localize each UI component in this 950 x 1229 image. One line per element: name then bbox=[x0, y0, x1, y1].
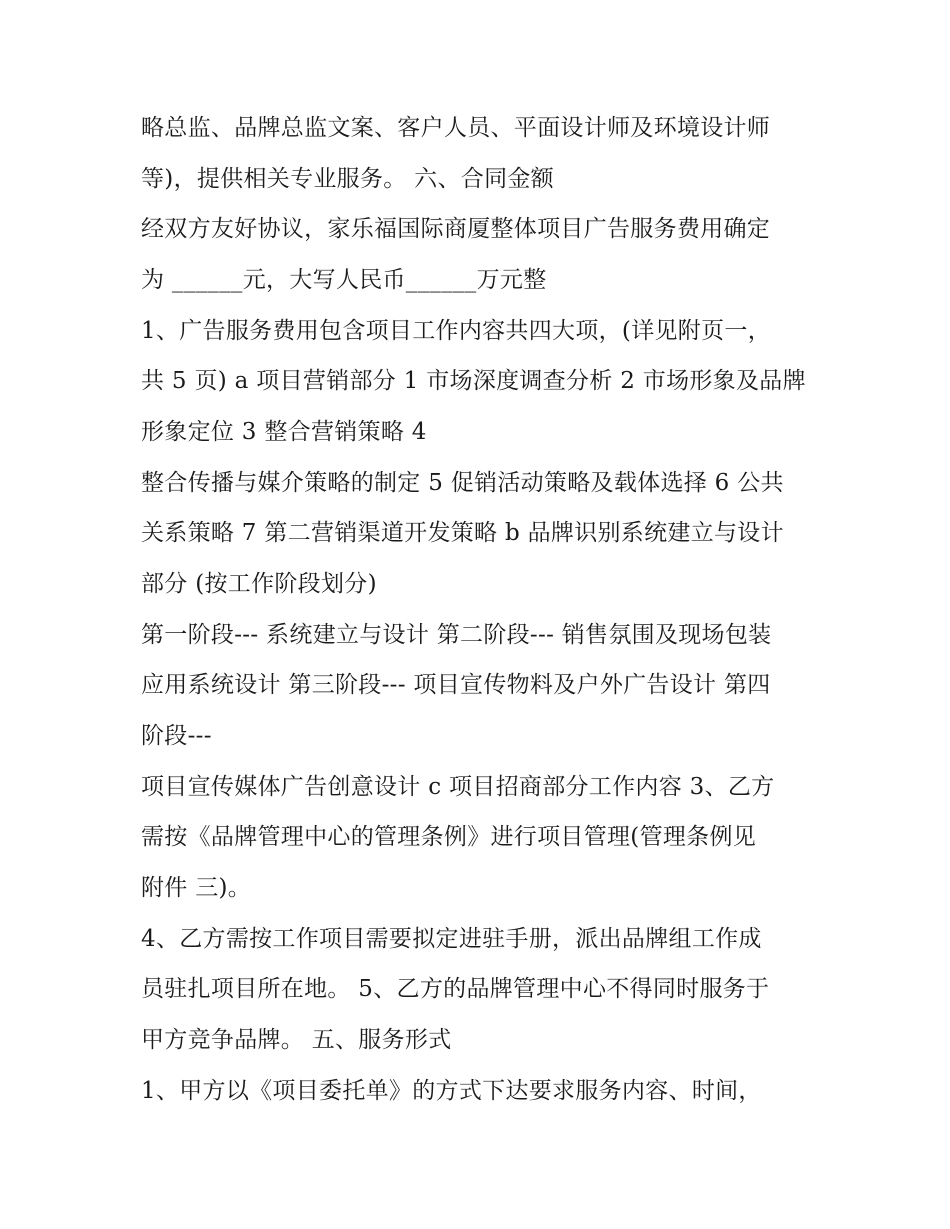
text-line: 部分 (按工作阶段划分) bbox=[141, 571, 377, 597]
text-line: 形象定位 3 整合营销策略 4 bbox=[141, 419, 427, 445]
text-line: 需按《品牌管理中心的管理条例》进行项目管理(管理条例见 bbox=[141, 824, 757, 850]
text-line: 关系策略 7 第二营销渠道开发策略 b 品牌识别系统建立与设计 bbox=[141, 520, 784, 546]
text-line: 1、甲方以《项目委托单》的方式下达要求服务内容、时间， bbox=[141, 1078, 762, 1104]
text-line: 等)，提供相关专业服务。 六、合同金额 bbox=[141, 166, 554, 192]
text-line: 1、广告服务费用包含项目工作内容共四大项，(详见附页一， bbox=[141, 318, 772, 344]
text-line: 略总监、品牌总监文案、客户人员、平面设计师及环境设计师 bbox=[141, 115, 771, 141]
text-line: 经双方友好协议，家乐福国际商厦整体项目广告服务费用确定 bbox=[141, 216, 771, 242]
text-line: 整合传播与媒介策略的制定 5 促销活动策略及载体选择 6 公共 bbox=[141, 470, 784, 496]
text-line: 共 5 页) a 项目营销部分 1 市场深度调查分析 2 市场形象及品牌 bbox=[141, 368, 806, 394]
text-line: 项目宣传媒体广告创意设计 c 项目招商部分工作内容 3、乙方 bbox=[141, 774, 775, 800]
text-line: 应用系统设计 第三阶段--- 项目宣传物料及户外广告设计 第四 bbox=[141, 672, 771, 698]
text-line: 第一阶段--- 系统建立与设计 第二阶段--- 销售氛围及现场包装 bbox=[141, 622, 772, 648]
text-line: 甲方竞争品牌。 五、服务形式 bbox=[141, 1027, 452, 1053]
text-line: 为 ______元，大写人民币______万元整 bbox=[141, 267, 547, 293]
text-line: 员驻扎项目所在地。 5、乙方的品牌管理中心不得同时服务于 bbox=[141, 976, 770, 1002]
text-line: 阶段--- bbox=[141, 723, 212, 749]
text-line: 附件 三)。 bbox=[141, 875, 252, 901]
text-line: 4、乙方需按工作项目需要拟定进驻手册，派出品牌组工作成 bbox=[141, 926, 762, 952]
